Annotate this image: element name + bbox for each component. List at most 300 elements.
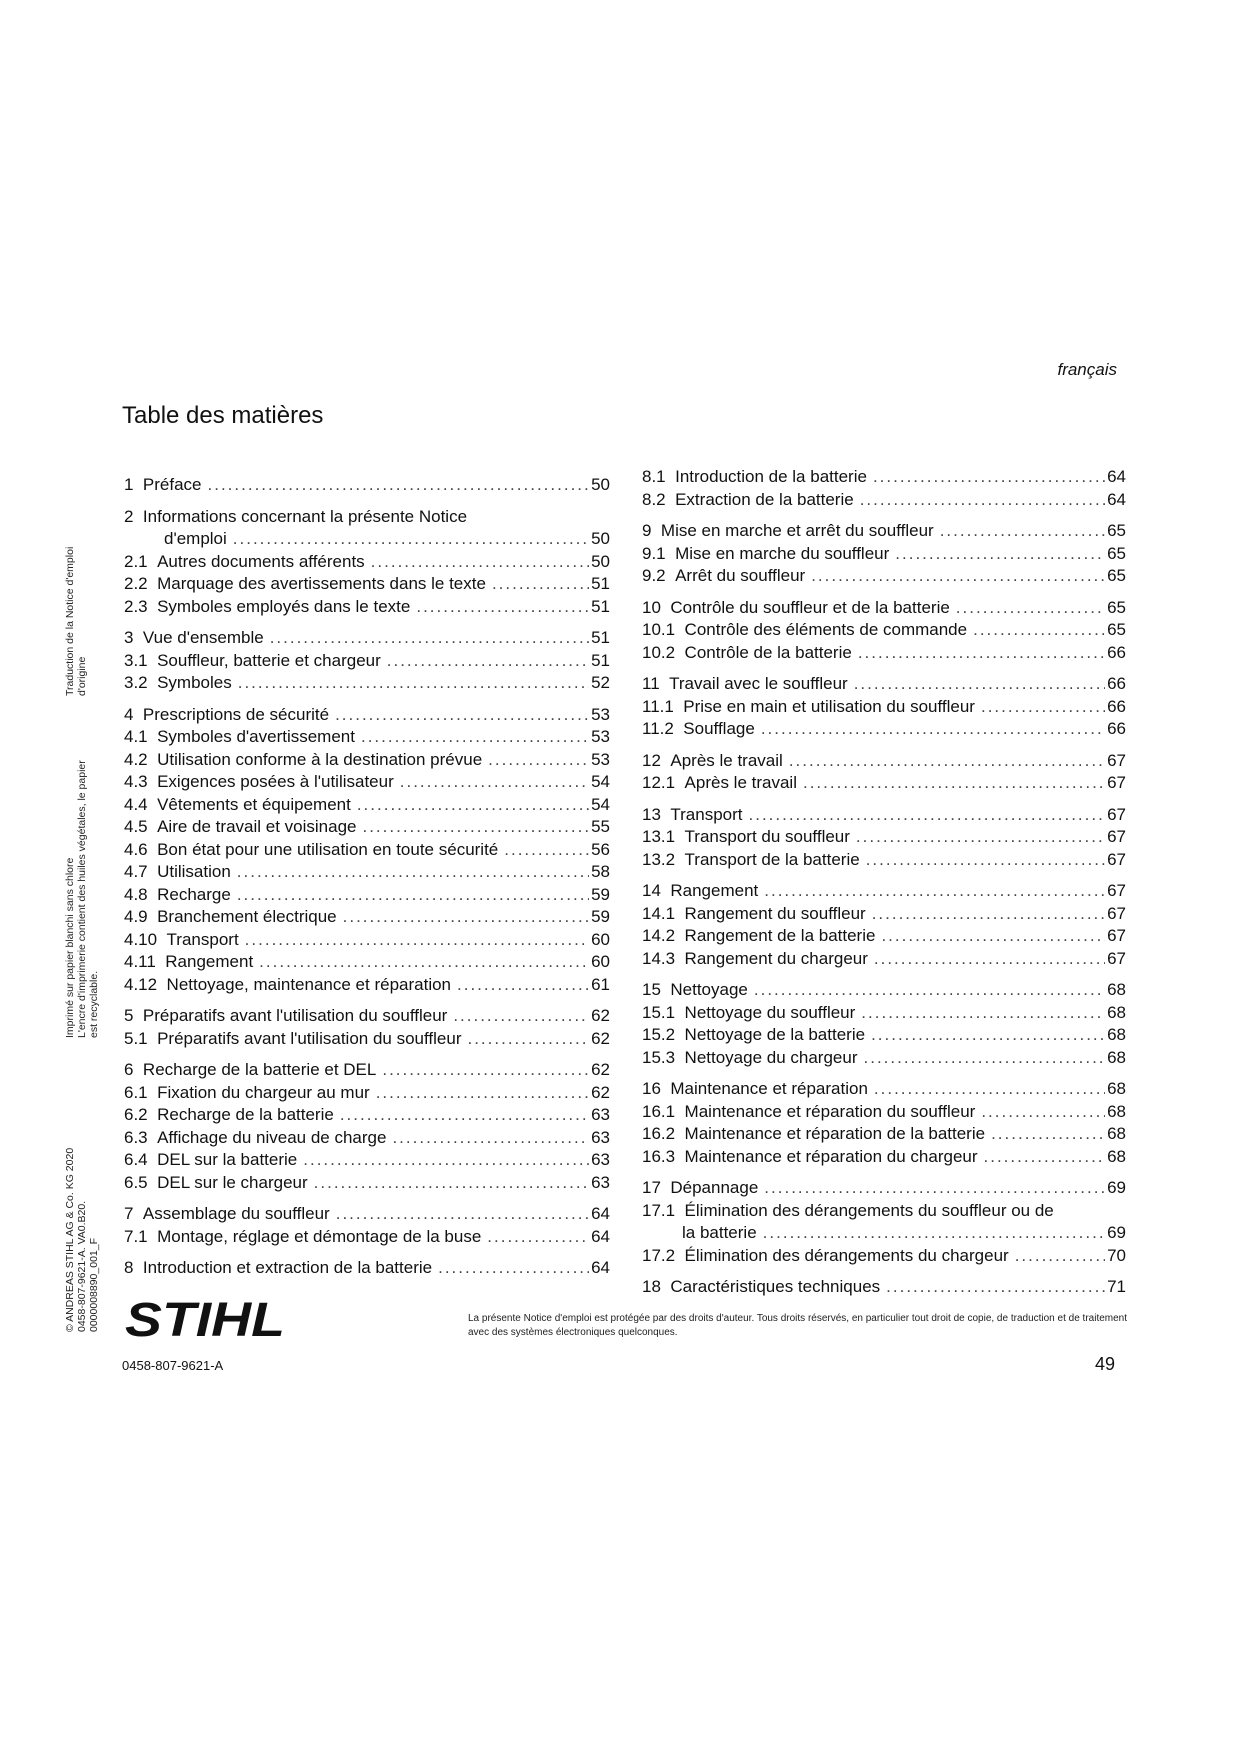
toc-page-number: 64 — [591, 1226, 610, 1246]
toc-section — [642, 849, 1126, 872]
toc-label-continued: d'emploi — [164, 529, 227, 548]
toc-label: Utilisation — [157, 862, 231, 881]
toc-leader-dots — [874, 1078, 1105, 1101]
toc-leader-dots — [314, 1172, 589, 1195]
toc-label: Assemblage du souffleur — [142, 1204, 330, 1223]
toc-label: Utilisation conforme à la destination prévue — [157, 749, 483, 769]
toc-leader-dots — [749, 804, 1106, 827]
logo-text: STIHL — [125, 1296, 285, 1342]
toc-number: 4.8 — [124, 884, 148, 904]
toc-number: 14 — [642, 881, 661, 900]
toc-number: 16.1 — [642, 1101, 676, 1121]
toc-leader-dots — [984, 1146, 1106, 1169]
toc-chapter — [642, 880, 1126, 903]
toc-page-number: 65 — [1107, 521, 1126, 540]
toc-entry-text — [642, 673, 848, 696]
toc-label: DEL sur la batterie — [157, 1150, 298, 1169]
toc-page-number: 65 — [1107, 597, 1126, 617]
toc-entry-text — [642, 1078, 868, 1101]
toc-entry-text — [124, 771, 394, 794]
toc-section — [124, 1172, 610, 1195]
toc-entry-text — [124, 839, 498, 862]
toc-label: Contrôle des éléments de commande — [684, 620, 968, 639]
toc-number: 14.3 — [642, 948, 676, 968]
toc-leader-dots — [861, 1002, 1105, 1025]
toc-label: Montage, réglage et démontage de la buse — [157, 1226, 482, 1246]
toc-label: Symboles employés dans le texte — [157, 596, 411, 616]
toc-label: Marquage des avertissements dans le texte — [157, 574, 486, 593]
toc-page-number: 58 — [591, 862, 610, 881]
toc-entry-text — [124, 1005, 447, 1028]
toc-label: Bon état pour une utilisation en toute sécurité — [157, 839, 499, 859]
toc-entry-text — [642, 597, 950, 620]
toc-entry-text — [642, 520, 934, 543]
toc-label: Travail avec le souffleur — [669, 674, 848, 693]
toc-page-number: 65 — [1107, 566, 1126, 585]
toc-entry-text — [642, 880, 758, 903]
toc-label: Aire de travail et voisinage — [157, 817, 357, 836]
toc-leader-dots — [238, 672, 589, 695]
toc-number: 1 — [124, 475, 134, 494]
toc-label: Après le travail — [684, 773, 797, 792]
toc-entry-text — [642, 772, 797, 795]
toc-label: Rangement de la batterie — [684, 926, 876, 945]
toc-page-number: 62 — [591, 1028, 610, 1048]
toc-section — [642, 1024, 1126, 1047]
toc-leader-dots — [303, 1149, 589, 1172]
toc-number: 4 — [124, 704, 134, 724]
toc-page-number: 51 — [591, 650, 610, 670]
toc-leader-dots — [467, 1028, 589, 1051]
toc-number: 10.1 — [642, 620, 676, 639]
toc-number: 11 — [642, 674, 660, 693]
toc-entry-text — [124, 1149, 297, 1172]
toc-section — [642, 1123, 1126, 1146]
toc-chapter — [642, 520, 1126, 543]
toc-leader-dots — [343, 906, 589, 929]
toc-entry-text — [124, 726, 355, 749]
toc-section — [124, 794, 610, 817]
toc-entry-text — [124, 627, 264, 650]
toc-label: Rangement du chargeur — [684, 948, 868, 968]
toc-label: Après le travail — [670, 750, 783, 770]
toc-page-number: 70 — [1107, 1245, 1126, 1265]
toc-entry-text — [124, 884, 231, 907]
toc-leader-dots — [981, 696, 1105, 719]
toc-page-number: 68 — [1107, 1124, 1126, 1143]
toc-entry-text — [124, 672, 232, 695]
toc-page-number: 68 — [1107, 1047, 1126, 1067]
toc-number: 5.1 — [124, 1028, 148, 1048]
toc-section — [124, 771, 610, 794]
toc-entry-text — [642, 979, 748, 1002]
toc-label: DEL sur le chargeur — [157, 1172, 308, 1192]
toc-page-number: 71 — [1107, 1277, 1126, 1296]
toc-entry-text — [124, 906, 337, 929]
toc-page-number: 53 — [591, 749, 610, 769]
toc-label: Transport — [166, 929, 239, 949]
toc-leader-dots — [763, 1222, 1105, 1245]
toc-page-number: 53 — [591, 704, 610, 724]
toc-number: 17.1 — [642, 1200, 676, 1220]
toc-page-number: 68 — [1107, 1002, 1126, 1022]
toc-number: 17.2 — [642, 1245, 676, 1265]
toc-page-number: 51 — [591, 628, 610, 647]
toc-page-number: 68 — [1107, 1101, 1126, 1121]
toc-number: 6.3 — [124, 1127, 148, 1147]
toc-chapter — [642, 804, 1126, 827]
toc-label: Vêtements et équipement — [157, 794, 351, 814]
toc-leader-dots — [457, 974, 589, 997]
toc-leader-dots — [488, 749, 589, 772]
toc-leader-dots — [237, 884, 589, 907]
toc-page-number: 69 — [1107, 1178, 1126, 1197]
toc-number: 13.2 — [642, 849, 676, 869]
toc-leader-dots — [340, 1104, 589, 1127]
toc-label: Nettoyage du chargeur — [684, 1047, 858, 1067]
toc-page-number: 67 — [1107, 903, 1126, 923]
toc-page-number: 64 — [1107, 489, 1126, 509]
toc-chapter — [124, 1203, 610, 1226]
toc-entry-text — [642, 1245, 1009, 1268]
toc-page-number: 68 — [1107, 980, 1126, 999]
toc-number: 6.1 — [124, 1082, 148, 1102]
toc-page-number: 63 — [591, 1150, 610, 1169]
toc-entry-text — [642, 543, 889, 566]
toc-section — [642, 619, 1126, 642]
toc-number: 9 — [642, 521, 652, 540]
toc-leader-dots — [387, 650, 589, 673]
toc-leader-dots — [872, 903, 1105, 926]
toc-entry-text — [642, 925, 875, 948]
toc-entry-text — [642, 696, 975, 719]
toc-leader-dots — [973, 619, 1105, 642]
toc-section — [124, 1082, 610, 1105]
toc-section — [124, 726, 610, 749]
toc-entry-text — [642, 1177, 758, 1200]
toc-leader-dots — [991, 1123, 1105, 1146]
toc-leader-dots — [259, 951, 589, 974]
stihl-logo — [121, 1296, 291, 1342]
toc-entry-text — [642, 642, 852, 665]
toc-label: Souffleur, batterie et chargeur — [157, 650, 381, 670]
toc-leader-dots — [237, 861, 589, 884]
toc-section — [124, 650, 610, 673]
toc-leader-dots — [873, 466, 1105, 489]
toc-number: 8 — [124, 1258, 134, 1277]
toc-label: Contrôle du souffleur et de la batterie — [670, 597, 950, 617]
page-title: Table des matières — [122, 402, 324, 429]
toc-entry-text — [642, 826, 850, 849]
toc-page-number: 54 — [591, 794, 610, 814]
toc-chapter — [124, 704, 610, 727]
toc-label: Caractéristiques techniques — [670, 1277, 881, 1296]
toc-page-number: 66 — [1107, 719, 1126, 738]
toc-chapter — [642, 1177, 1126, 1200]
toc-column-left — [124, 474, 610, 1280]
toc-number: 6.2 — [124, 1105, 148, 1124]
toc-entry-text — [642, 1146, 978, 1169]
sidebar-text-line: 0000008890_001_F — [88, 1237, 100, 1332]
sidebar-text-line: Imprimé sur papier blanchi sans chlore — [64, 857, 76, 1038]
toc-leader-dots — [233, 528, 589, 551]
toc-page-number: 50 — [591, 475, 610, 494]
toc-label: Préface — [142, 475, 202, 494]
toc-section — [642, 1245, 1126, 1268]
toc-chapter — [642, 1276, 1126, 1299]
toc-page-number: 69 — [1107, 1223, 1126, 1242]
toc-page-number: 68 — [1107, 1146, 1126, 1166]
toc-section — [642, 718, 1126, 741]
toc-section — [124, 906, 610, 929]
toc-leader-dots — [438, 1257, 589, 1280]
toc-label: Introduction et extraction de la batterie — [142, 1258, 433, 1277]
toc-chapter — [642, 750, 1126, 773]
toc-number: 16.2 — [642, 1124, 676, 1143]
toc-label-continued: la batterie — [682, 1223, 757, 1242]
toc-page-number: 50 — [591, 529, 610, 548]
toc-section — [642, 1047, 1126, 1070]
toc-number: 7 — [124, 1204, 134, 1223]
toc-leader-dots — [981, 1101, 1105, 1124]
toc-page-number: 51 — [591, 596, 610, 616]
toc-entry-line — [124, 528, 610, 551]
sidebar-printing-note — [64, 760, 112, 1038]
toc-number: 4.9 — [124, 907, 148, 926]
toc-number: 8.1 — [642, 467, 666, 486]
toc-section — [124, 672, 610, 695]
toc-entry-text — [124, 974, 451, 997]
toc-label: Transport de la batterie — [684, 849, 860, 869]
toc-number: 18 — [642, 1277, 661, 1296]
toc-section — [124, 884, 610, 907]
toc-page-number: 56 — [591, 839, 610, 859]
toc-label: Transport du souffleur — [684, 827, 850, 846]
toc-label: Mise en marche et arrêt du souffleur — [660, 521, 934, 540]
toc-number: 9.2 — [642, 566, 666, 585]
toc-page-number: 62 — [591, 1082, 610, 1102]
toc-label: Maintenance et réparation de la batterie — [684, 1124, 986, 1143]
toc-label: Prescriptions de sécurité — [142, 704, 330, 724]
toc-leader-dots — [860, 489, 1105, 512]
toc-label: Mise en marche du souffleur — [675, 543, 890, 563]
toc-entry-text — [642, 1047, 858, 1070]
toc-page-number: 59 — [591, 884, 610, 904]
toc-leader-dots — [764, 1177, 1105, 1200]
toc-number: 11.2 — [642, 719, 674, 738]
toc-section — [124, 1149, 610, 1172]
toc-label: Soufflage — [683, 719, 755, 738]
toc-section — [124, 951, 610, 974]
toc-section — [642, 696, 1126, 719]
toc-leader-dots — [335, 704, 589, 727]
toc-label: Préparatifs avant l'utilisation du souffleur — [142, 1006, 448, 1025]
toc-section — [124, 1226, 610, 1249]
sidebar-translation-note — [64, 520, 112, 696]
toc-label: Transport — [670, 804, 743, 824]
toc-number: 7.1 — [124, 1226, 148, 1246]
page-number: 49 — [1094, 1354, 1115, 1374]
toc-label: Recharge de la batterie et DEL — [142, 1060, 377, 1079]
toc-label: Symboles d'avertissement — [157, 727, 355, 746]
toc-number: 13.1 — [642, 827, 676, 846]
toc-leader-dots — [895, 543, 1105, 566]
toc-leader-dots — [336, 1203, 589, 1226]
toc-number: 6.4 — [124, 1150, 148, 1169]
toc-section — [124, 816, 610, 839]
toc-number: 16 — [642, 1079, 661, 1098]
toc-label: Exigences posées à l'utilisateur — [157, 772, 394, 791]
toc-leader-dots — [764, 880, 1105, 903]
toc-number: 2 — [124, 506, 134, 526]
toc-entry-line — [642, 1200, 1126, 1223]
toc-chapter — [642, 673, 1126, 696]
toc-section — [124, 573, 610, 596]
toc-chapter — [642, 1078, 1126, 1101]
toc-label: Préparatifs avant l'utilisation du souffleur — [157, 1028, 462, 1048]
toc-section — [642, 565, 1126, 588]
toc-leader-dots — [864, 1047, 1106, 1070]
toc-page-number: 63 — [591, 1127, 610, 1147]
toc-page-number: 50 — [591, 551, 610, 571]
toc-number: 12.1 — [642, 773, 676, 792]
toc-label: Introduction de la batterie — [675, 467, 867, 486]
toc-label: Recharge — [157, 884, 231, 904]
toc-leader-dots — [803, 772, 1105, 795]
toc-entry-line — [124, 506, 610, 529]
toc-leader-dots — [754, 979, 1105, 1002]
sidebar-text-line: 0458-807-9621-A. VA0.B20. — [76, 1200, 88, 1332]
toc-leader-dots — [811, 565, 1105, 588]
toc-number: 10 — [642, 597, 661, 617]
toc-number: 17 — [642, 1178, 661, 1197]
toc-section — [124, 1127, 610, 1150]
toc-number: 2.2 — [124, 574, 148, 593]
toc-leader-dots — [761, 718, 1105, 741]
toc-entry-text — [124, 1257, 432, 1280]
toc-number: 5 — [124, 1006, 134, 1025]
toc-entry-text — [124, 1059, 376, 1082]
toc-number: 6.5 — [124, 1172, 148, 1192]
toc-number: 2.3 — [124, 596, 148, 616]
toc-entry-text — [642, 619, 967, 642]
toc-leader-dots — [357, 794, 589, 817]
toc-number: 2.1 — [124, 551, 148, 571]
toc-number: 8.2 — [642, 489, 666, 509]
toc-section — [642, 466, 1126, 489]
toc-number: 15.1 — [642, 1002, 676, 1022]
toc-number: 3.2 — [124, 673, 148, 692]
toc-section — [642, 948, 1126, 971]
toc-leader-dots — [881, 925, 1105, 948]
toc-number: 15.3 — [642, 1047, 676, 1067]
toc-leader-dots — [956, 597, 1105, 620]
toc-number: 3 — [124, 628, 134, 647]
sidebar-text-line: est recyclable. — [88, 970, 100, 1038]
toc-page-number: 61 — [591, 974, 610, 994]
toc-page-number: 67 — [1107, 948, 1126, 968]
toc-number: 15.2 — [642, 1025, 676, 1044]
toc-entry-text — [642, 1101, 975, 1124]
toc-number: 4.2 — [124, 749, 148, 769]
toc-page-number: 67 — [1107, 849, 1126, 869]
toc-label: Dépannage — [670, 1178, 759, 1197]
toc-entry-text — [124, 650, 381, 673]
toc-label: Nettoyage — [670, 980, 748, 999]
toc-label: Nettoyage de la batterie — [684, 1025, 866, 1044]
toc-section — [124, 861, 610, 884]
toc-entry-text — [124, 704, 329, 727]
toc-section — [642, 489, 1126, 512]
toc-chapter — [124, 1059, 610, 1082]
toc-label: Maintenance et réparation — [670, 1079, 868, 1098]
toc-page-number: 67 — [1107, 750, 1126, 770]
toc-leader-dots — [362, 816, 589, 839]
toc-chapter — [124, 1257, 610, 1280]
toc-page-number: 52 — [591, 673, 610, 692]
toc-number: 4.11 — [124, 952, 156, 971]
toc-page-number: 67 — [1107, 827, 1126, 846]
toc-number: 4.3 — [124, 772, 148, 791]
toc-leader-dots — [940, 520, 1105, 543]
toc-section — [642, 925, 1126, 948]
toc-section — [642, 772, 1126, 795]
sidebar-text-line: Traduction de la Notice d'emploi — [64, 546, 76, 696]
toc-number: 13 — [642, 804, 661, 824]
toc-leader-dots — [856, 826, 1105, 849]
toc-entry-text — [642, 1002, 855, 1025]
toc-number: 4.6 — [124, 839, 148, 859]
toc-chapter — [124, 474, 610, 497]
toc-label: Arrêt du souffleur — [675, 566, 806, 585]
toc-entry-text — [124, 1082, 370, 1105]
toc-section — [124, 1104, 610, 1127]
toc-section — [642, 1146, 1126, 1169]
toc-section — [124, 929, 610, 952]
toc-page-number: 67 — [1107, 804, 1126, 824]
toc-label: Élimination des dérangements du souffleur ou de — [684, 1200, 1054, 1220]
toc-label: Extraction de la batterie — [675, 489, 854, 509]
toc-page-number: 53 — [591, 727, 610, 746]
toc-entry-text — [124, 861, 231, 884]
toc-leader-dots — [858, 642, 1105, 665]
toc-page-number: 60 — [591, 952, 610, 971]
toc-page-number: 51 — [591, 574, 610, 593]
toc-chapter — [124, 506, 610, 551]
toc-label: Rangement — [670, 881, 759, 900]
toc-number: 14.2 — [642, 926, 676, 945]
toc-entry-text — [124, 929, 239, 952]
toc-page-number: 55 — [591, 817, 610, 836]
toc-entry-line — [642, 1222, 1126, 1245]
toc-number: 10.2 — [642, 642, 676, 662]
toc-leader-dots — [382, 1059, 589, 1082]
toc-label: Recharge de la batterie — [157, 1105, 334, 1124]
toc-leader-dots — [487, 1226, 589, 1249]
toc-leader-dots — [453, 1005, 589, 1028]
toc-number: 11.1 — [642, 696, 674, 716]
toc-entry-text — [124, 816, 356, 839]
toc-leader-dots — [866, 849, 1105, 872]
toc-label: Rangement — [165, 952, 254, 971]
toc-section — [124, 1028, 610, 1051]
toc-page-number: 63 — [591, 1172, 610, 1192]
toc-leader-dots — [392, 1127, 589, 1150]
toc-entry-text — [124, 951, 253, 974]
toc-label: Vue d'ensemble — [142, 628, 264, 647]
toc-column-right — [642, 466, 1126, 1299]
toc-chapter — [642, 597, 1126, 620]
